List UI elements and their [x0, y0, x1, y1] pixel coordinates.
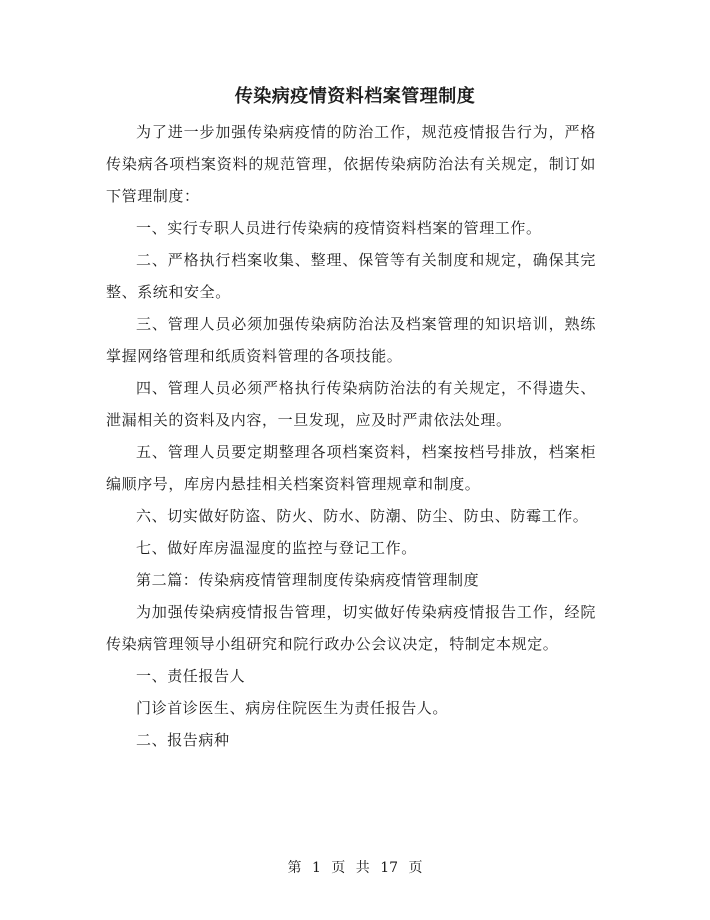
paragraph-part-two-intro: 为加强传染病疫情报告管理，切实做好传染病疫情报告工作，经院传染病管理领导小组研究和院行政办公会议决定，特制定本规定。 — [106, 603, 596, 653]
paragraph-item-2: 二、严格执行档案收集、整理、保管等有关制度和规定，确保其完整、系统和安全。 — [106, 251, 596, 301]
document-body — [106, 116, 596, 756]
paragraph-item-4: 四、管理人员必须严格执行传染病防治法的有关规定，不得遗失、泄漏相关的资料及内容，一旦发现，应及时严肃依法处理。 — [106, 379, 596, 429]
document-title: 传染病疫情资料档案管理制度 — [234, 86, 476, 107]
paragraph-item-5: 五、管理人员要定期整理各项档案资料，档案按档号排放，档案柜编顺序号，库房内悬挂相关档案资料管理规章和制度。 — [106, 443, 596, 493]
paragraph-item-7: 七、做好库房温湿度的监控与登记工作。 — [136, 539, 417, 557]
subheading-reported-diseases: 二、报告病种 — [136, 731, 230, 749]
paragraph-intro: 为了进一步加强传染病疫情的防治工作，规范疫情报告行为，严格传染病各项档案资料的规范管理，依据传染病防治法有关规定，制订如下管理制度： — [106, 123, 596, 205]
section-heading-part-two: 第二篇：传染病疫情管理制度传染病疫情管理制度 — [136, 571, 480, 589]
paragraph-item-6: 六、切实做好防盗、防火、防水、防潮、防尘、防虫、防霉工作。 — [136, 507, 589, 525]
subheading-responsible-reporter: 一、责任报告人 — [136, 667, 246, 685]
paragraph-item-3: 三、管理人员必须加强传染病防治法及档案管理的知识培训，熟练掌握网络管理和纸质资料管理的各项技能。 — [106, 315, 596, 365]
paragraph-responsible-reporter: 门诊首诊医生、病房住院医生为责任报告人。 — [136, 699, 449, 717]
page-number-footer: 第 1 页 共 17 页 — [287, 860, 423, 876]
paragraph-item-1: 一、实行专职人员进行传染病的疫情资料档案的管理工作。 — [136, 219, 542, 237]
